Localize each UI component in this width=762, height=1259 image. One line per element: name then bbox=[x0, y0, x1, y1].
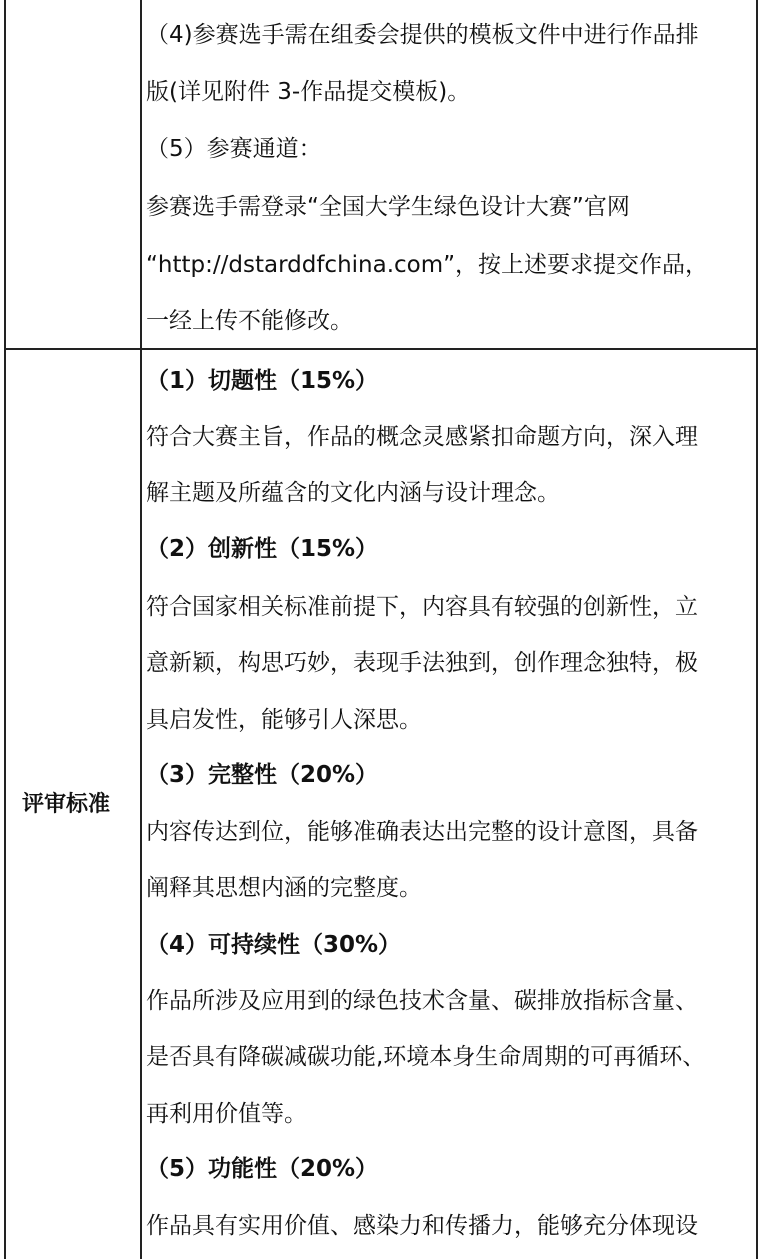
table-column-divider bbox=[140, 0, 142, 1259]
table-left-border bbox=[4, 0, 6, 1259]
paragraph-line: 参赛选手需登录“全国大学生绿色设计大赛”官网 bbox=[146, 194, 630, 220]
paragraph-line: 作品具有实用价值、感染力和传播力，能够充分体现设 bbox=[146, 1213, 698, 1239]
paragraph-line: “http://dstarddfchina.com”，按上述要求提交作品， bbox=[146, 252, 709, 278]
paragraph-line: 作品所涉及应用到的绿色技术含量、碳排放指标含量、 bbox=[146, 988, 698, 1014]
paragraph-line: 符合国家相关标准前提下，内容具有较强的创新性，立 bbox=[146, 594, 698, 620]
paragraph-line: 再利用价值等。 bbox=[146, 1101, 307, 1127]
paragraph-line: 意新颖，构思巧妙，表现手法独到，创作理念独特，极 bbox=[146, 650, 698, 676]
criterion-heading: （1）切题性（15%） bbox=[146, 368, 379, 394]
table-right-border bbox=[756, 0, 758, 1259]
paragraph-line: 是否具有降碳减碳功能,环境本身生命周期的可再循环、 bbox=[146, 1044, 706, 1070]
criterion-heading: （2）创新性（15%） bbox=[146, 536, 379, 562]
paragraph-line: （5）参赛通道： bbox=[146, 136, 322, 162]
criterion-heading: （3）完整性（20%） bbox=[146, 762, 379, 788]
paragraph-line: 符合大赛主旨，作品的概念灵感紧扣命题方向，深入理 bbox=[146, 424, 698, 450]
table-row-divider bbox=[4, 348, 758, 350]
paragraph-line: 具启发性，能够引人深思。 bbox=[146, 707, 422, 733]
paragraph-line: 阐释其思想内涵的完整度。 bbox=[146, 875, 422, 901]
criterion-heading: （5）功能性（20%） bbox=[146, 1156, 379, 1182]
paragraph-line: 解主题及所蕴含的文化内涵与设计理念。 bbox=[146, 480, 560, 506]
paragraph-line: （4)参赛选手需在组委会提供的模板文件中进行作品排 bbox=[146, 22, 699, 48]
row-label: 评审标准 bbox=[22, 792, 111, 817]
criterion-heading: （4）可持续性（30%） bbox=[146, 932, 402, 958]
paragraph-line: 版(详见附件 3-作品提交模板)。 bbox=[146, 79, 471, 105]
paragraph-line: 内容传达到位，能够准确表达出完整的设计意图，具备 bbox=[146, 819, 698, 845]
paragraph-line: 一经上传不能修改。 bbox=[146, 308, 353, 334]
